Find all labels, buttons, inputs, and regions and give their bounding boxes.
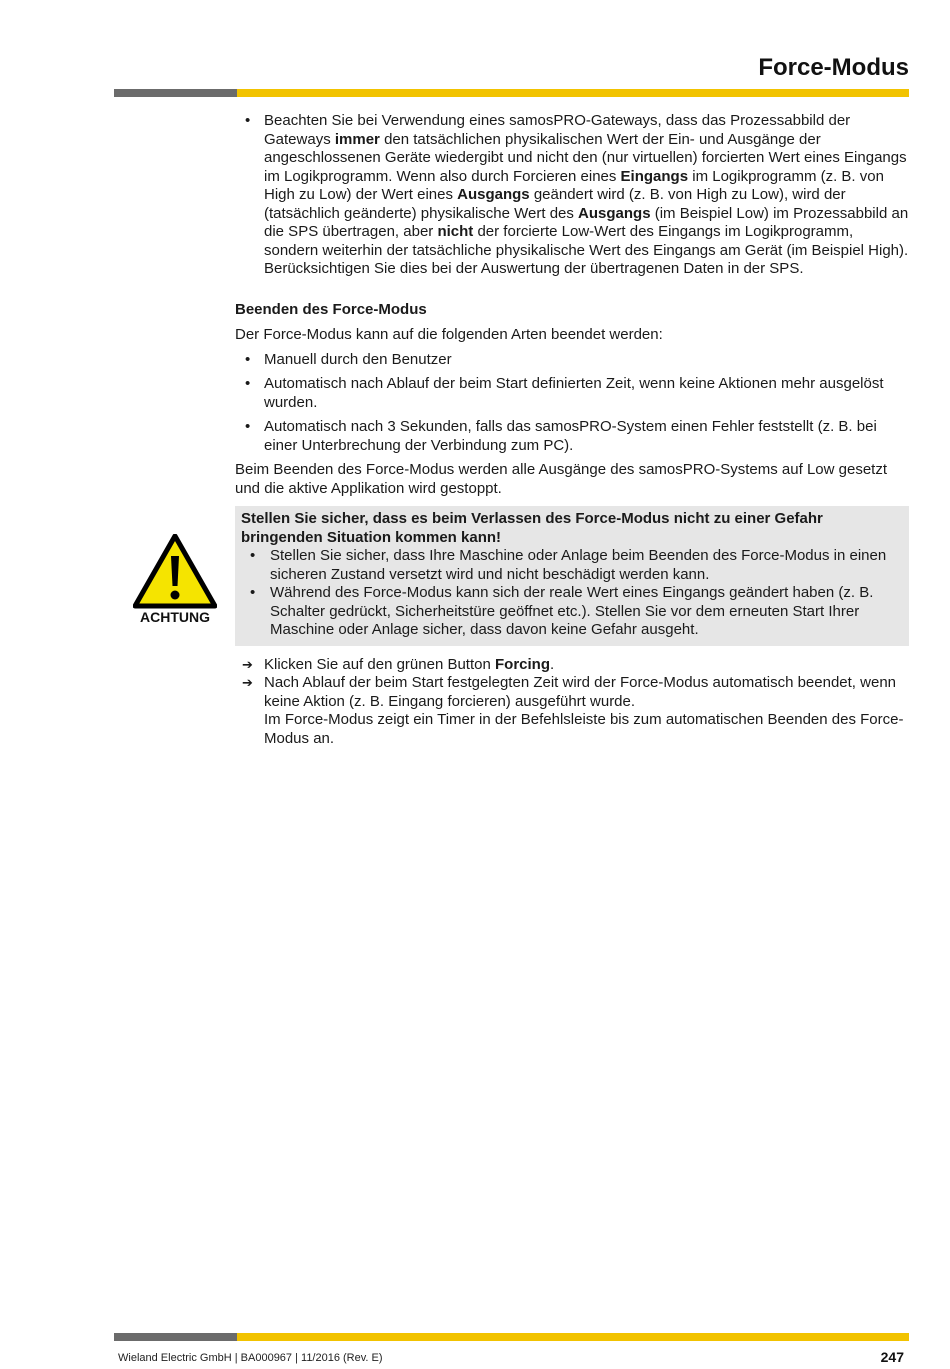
gateway-note: • Beachten Sie bei Verwendung eines samosPRO-Gateways, dass das Prozessabbild der Gateways immer den tatsächlichen physikalischen Wert der Ein- und Ausgänge der angeschlossenen Geräte wiedergibt und nicht den (nur virtuellen) forcierten Wert eines Eingangs im Logikprogramm. Wenn also durch Forcieren eines Eingangs im Logikprogramm (z. B. von High zu Low) der Wert eines Ausgangs geändert wird (z. B. von High zu Low), wird der (tatsächlich geänderte) physikalische Wert des Ausgangs (im Beispiel Low) im Prozessabbild an die SPS übertragen, aber nicht der forcierte Low-Wert des Eingangs im Logikprogramm, sondern weiterhin der tatsächliche physikalische Wert des Eingangs am Gerät (im Beispiel High). Berücksichtigen Sie dies bei der Auswertung der übertragenen Daten in der SPS.: [235, 112, 909, 279]
section-heading: Beenden des Force-Modus: [235, 300, 427, 318]
step-item: ➔ Nach Ablauf der beim Start festgelegten Zeit wird der Force-Modus automatisch beendet, wenn keine Aktion (z. B. Eingang forcieren) ausgeführt wurde. Im Force-Modus zeigt ein Timer in der Befehlsleiste bis zum automatischen Beenden des Force-Modus an.: [235, 674, 909, 748]
steps-list: [235, 656, 909, 749]
section-closing: Beim Beenden des Force-Modus werden alle Ausgänge des samosPRO-Systems auf Low gesetzt und die aktive Applikation wird gestoppt.: [235, 461, 888, 497]
warning-box: [235, 506, 909, 646]
list-item: • Manuell durch den Benutzer: [235, 351, 909, 370]
footer-text: Wieland Electric GmbH | BA000967 | 11/2016 (Rev. E): [118, 1352, 383, 1364]
page-header-title: Force-Modus: [758, 54, 909, 81]
warning-list: [241, 547, 903, 640]
step-item: ➔ Klicken Sie auf den grünen Button Forcing.: [235, 656, 909, 675]
list-item: • Automatisch nach 3 Sekunden, falls das samosPRO-System einen Fehler feststellt (z. B. bei einer Unterbrechung der Verbindung zum PC).: [235, 418, 909, 455]
header-rule: [114, 89, 909, 97]
end-methods-list: [235, 351, 909, 456]
section-intro: Der Force-Modus kann auf die folgenden Arten beendet werden:: [235, 326, 663, 343]
footer-rule: [114, 1333, 909, 1341]
warning-title: Stellen Sie sicher, dass es beim Verlassen des Force-Modus nicht zu einer Gefahr bringenden Situation kommen kann!: [241, 510, 823, 546]
list-item: • Während des Force-Modus kann sich der reale Wert eines Eingangs geändert haben (z. B. Schalter gedrückt, Sicherheitstüre geöffnet etc.). Stellen Sie vor dem erneuten Start Ihrer Maschine oder Anlage sicher, dass davon keine Gefahr ausgeht.: [241, 584, 903, 640]
list-item: • Stellen Sie sicher, dass Ihre Maschine oder Anlage beim Beenden des Force-Modus in einen sicheren Zustand versetzt wird und nicht beschädigt werden kann.: [241, 547, 903, 584]
main-content: [235, 112, 909, 748]
list-item: • Automatisch nach Ablauf der beim Start definierten Zeit, wenn keine Aktionen mehr ausgelöst wurden.: [235, 375, 909, 412]
gateway-note-list: [235, 112, 909, 279]
forcing-button-ref: Forcing: [495, 655, 550, 673]
warning-label: ACHTUNG: [140, 609, 210, 625]
page-number: 247: [880, 1349, 904, 1365]
